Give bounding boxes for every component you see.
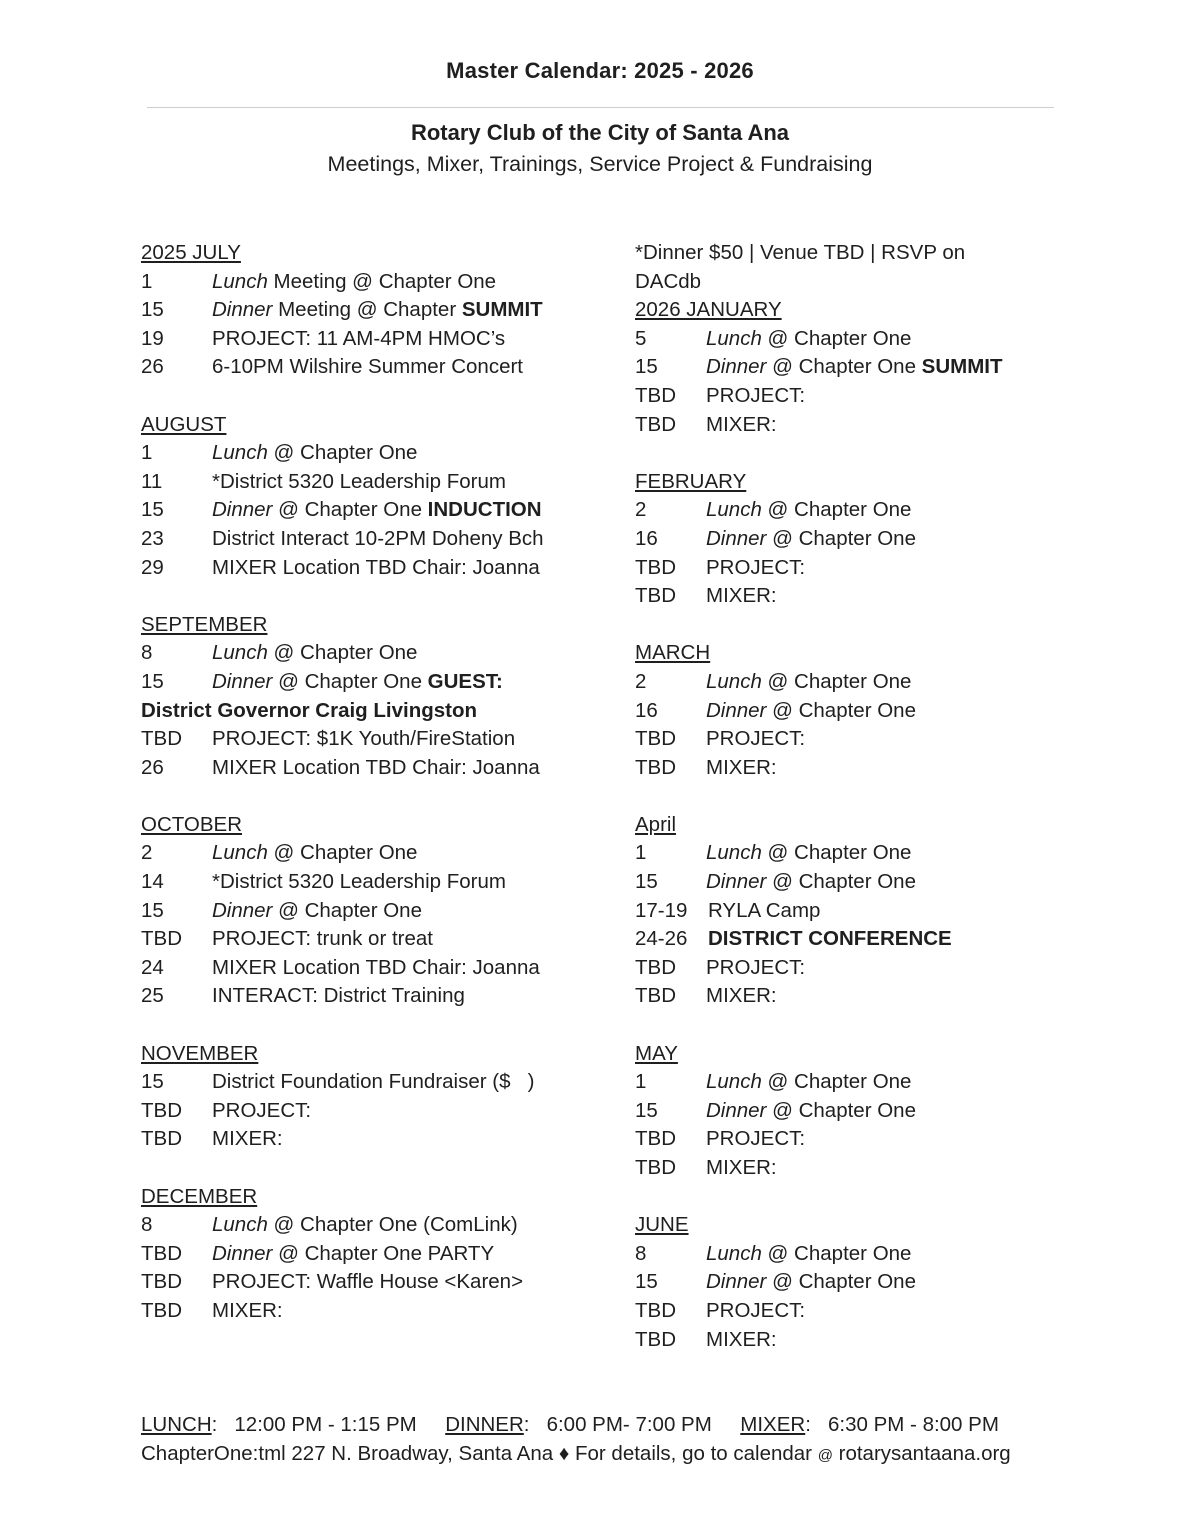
row-date: 16 — [635, 698, 658, 722]
month-heading-january: 2026 JANUARY — [635, 298, 782, 322]
dinner-time: : 6:00 PM- 7:00 PM — [523, 1413, 741, 1436]
row-highlight: DISTRICT CONFERENCE — [708, 927, 952, 951]
row-date: TBD — [635, 412, 676, 436]
row-date: 15 — [635, 870, 658, 894]
row-text: MIXER: — [212, 1127, 283, 1151]
calendar-row — [141, 1240, 611, 1269]
at-icon: @ — [817, 1447, 833, 1464]
row-text: @ Chapter One — [761, 498, 912, 522]
row-date: 15 — [635, 1098, 658, 1122]
calendar-row — [141, 1268, 611, 1297]
row-meal: Dinner — [706, 1098, 767, 1122]
calendar-row — [635, 982, 1085, 1011]
calendar-row — [141, 468, 611, 497]
row-date: 17-19 — [635, 898, 688, 922]
row-text: @ Chapter One — [761, 669, 912, 693]
right-column — [635, 239, 1085, 1354]
calendar-row — [635, 582, 1085, 611]
calendar-row — [635, 754, 1085, 783]
calendar-row — [635, 1068, 1085, 1097]
row-text: @ Chapter One PARTY — [272, 1241, 495, 1265]
row-text: @ Chapter One — [272, 669, 428, 693]
row-text: MIXER: — [706, 984, 777, 1008]
row-date: TBD — [635, 1327, 676, 1351]
row-meal: Lunch — [212, 841, 268, 865]
calendar-row — [141, 1068, 611, 1097]
row-text: District Foundation Fundraiser ($ ) — [212, 1070, 535, 1094]
month-heading-december: DECEMBER — [141, 1184, 258, 1208]
month-heading-april: April — [635, 812, 677, 836]
row-date: 1 — [635, 1070, 647, 1094]
row-date: 23 — [141, 526, 164, 550]
row-date: 24-26 — [635, 927, 688, 951]
row-text: @ Chapter One — [267, 841, 418, 865]
row-highlight: GUEST: — [427, 669, 503, 693]
calendar-row — [141, 296, 611, 325]
month-heading-may: MAY — [635, 1041, 678, 1065]
calendar-row — [141, 439, 611, 468]
row-text: District Interact 10-2PM Doheny Bch — [212, 526, 544, 550]
row-meal: Lunch — [706, 841, 762, 865]
row-meal: Lunch — [706, 498, 762, 522]
mixer-label: MIXER — [740, 1413, 806, 1436]
calendar-row — [141, 268, 611, 297]
row-text: PROJECT: $1K Youth/FireStation — [212, 727, 516, 751]
row-text: INTERACT: District Training — [212, 984, 465, 1008]
row-text: @ Chapter One — [761, 1070, 912, 1094]
row-date: 2 — [141, 841, 153, 865]
row-text: MIXER: — [706, 412, 777, 436]
calendar-row — [635, 325, 1085, 354]
row-text: MIXER Location TBD Chair: Joanna — [212, 555, 540, 579]
month-heading-february: FEBRUARY — [635, 469, 747, 493]
calendar-row — [635, 353, 1085, 382]
month-heading-july: 2025 JULY — [141, 241, 241, 264]
row-date: TBD — [635, 955, 676, 979]
calendar-row — [141, 897, 611, 926]
calendar-row — [141, 1297, 611, 1326]
row-text: @ Chapter One — [766, 1270, 916, 1294]
meeting-times — [141, 1411, 1101, 1439]
row-text: @ Chapter One — [766, 1098, 916, 1122]
row-date: 15 — [635, 355, 658, 379]
row-meal: Dinner — [706, 698, 767, 722]
spacer — [141, 1154, 611, 1183]
row-date: TBD — [635, 1298, 676, 1322]
row-text: @ Chapter One (ComLink) — [267, 1213, 518, 1237]
row-meal: Lunch — [706, 1070, 762, 1094]
row-date: 8 — [635, 1241, 647, 1265]
row-date: 15 — [635, 1270, 658, 1294]
row-date: 5 — [635, 326, 647, 350]
calendar-row — [141, 982, 611, 1011]
row-text: @ Chapter One — [761, 841, 912, 865]
website-link[interactable]: rotarysantaana.org — [832, 1442, 1011, 1465]
row-meal: Dinner — [212, 1241, 273, 1265]
row-text: @ Chapter One — [267, 641, 418, 665]
dinner-label: DINNER — [445, 1413, 524, 1436]
calendar-row — [635, 1268, 1085, 1297]
row-meal: Lunch — [212, 269, 268, 293]
row-date: 26 — [141, 355, 164, 379]
calendar-row — [635, 382, 1085, 411]
row-date: TBD — [141, 1270, 182, 1294]
row-meal: Lunch — [706, 1241, 762, 1265]
spacer — [635, 611, 1085, 640]
row-meal: Dinner — [706, 355, 767, 379]
row-text: PROJECT: Waffle House <Karen> — [212, 1270, 524, 1294]
row-text: PROJECT: — [706, 555, 806, 579]
row-text: PROJECT: trunk or treat — [212, 927, 434, 951]
month-heading-november: NOVEMBER — [141, 1041, 259, 1065]
row-text: MIXER Location TBD Chair: Joanna — [212, 755, 540, 779]
row-text: @ Chapter One — [766, 870, 916, 894]
row-date: 2 — [635, 498, 647, 522]
calendar-row — [141, 325, 611, 354]
spacer — [635, 1011, 1085, 1040]
row-meal: Dinner — [212, 498, 273, 522]
row-text: PROJECT: — [706, 383, 806, 407]
calendar-row — [635, 697, 1085, 726]
row-date: 15 — [141, 898, 164, 922]
calendar-row — [635, 1097, 1085, 1126]
calendar-row — [635, 1125, 1085, 1154]
row-text: @ Chapter One — [766, 355, 922, 379]
spacer — [635, 782, 1085, 811]
row-date: 24 — [141, 955, 164, 979]
calendar-row — [635, 496, 1085, 525]
spacer — [141, 1011, 611, 1040]
row-text: MIXER: — [706, 755, 777, 779]
row-text: @ Chapter One — [761, 326, 912, 350]
row-text: *District 5320 Leadership Forum — [212, 870, 506, 894]
row-date: TBD — [635, 755, 676, 779]
document-title: Master Calendar: 2025 - 2026 — [446, 58, 754, 83]
row-text: 6-10PM Wilshire Summer Concert — [212, 355, 523, 379]
lunch-label: LUNCH — [141, 1413, 212, 1436]
row-highlight: SUMMIT — [461, 298, 543, 322]
row-meal: Lunch — [706, 326, 762, 350]
calendar-row — [635, 1297, 1085, 1326]
row-text: PROJECT: 11 AM-4PM HMOC’s — [212, 326, 506, 350]
row-meal: Lunch — [212, 641, 268, 665]
row-date: 2 — [635, 669, 647, 693]
calendar-row — [635, 897, 1085, 926]
row-text: MIXER: — [706, 1156, 777, 1179]
dinner-note-cont: DACdb — [635, 269, 702, 293]
month-heading-september: SEPTEMBER — [141, 612, 268, 636]
row-date: 8 — [141, 641, 153, 665]
row-highlight: SUMMIT — [921, 355, 1003, 379]
row-text: @ Chapter One — [272, 498, 428, 522]
dinner-note: *Dinner $50 | Venue TBD | RSVP on — [635, 241, 966, 264]
month-heading-march: MARCH — [635, 641, 711, 665]
row-date: 1 — [635, 841, 647, 865]
row-date: TBD — [141, 727, 182, 751]
row-date: TBD — [141, 1298, 182, 1322]
spacer — [141, 582, 611, 611]
calendar-row — [635, 925, 1085, 954]
row-date: 16 — [635, 526, 658, 550]
calendar-row — [635, 1240, 1085, 1269]
calendar-row — [635, 839, 1085, 868]
row-text: @ Chapter One — [766, 698, 916, 722]
row-text: @ Chapter One — [766, 526, 916, 550]
calendar-row — [635, 411, 1085, 440]
calendar-row — [141, 525, 611, 554]
calendar-row — [141, 496, 611, 525]
row-text: PROJECT: — [706, 1127, 806, 1151]
row-date: TBD — [141, 1241, 182, 1265]
row-date: TBD — [141, 927, 182, 951]
row-date: 29 — [141, 555, 164, 579]
left-column — [141, 239, 611, 1326]
calendar-row — [141, 868, 611, 897]
guest-line: District Governor Craig Livingston — [141, 698, 478, 722]
mixer-time: : 6:30 PM - 8:00 PM — [805, 1413, 999, 1436]
month-heading-october: OCTOBER — [141, 812, 242, 836]
row-text: PROJECT: — [706, 727, 806, 751]
row-date: TBD — [141, 1098, 182, 1122]
calendar-row — [141, 954, 611, 983]
calendar-row — [141, 639, 611, 668]
row-date: 11 — [141, 469, 163, 493]
row-meal: Dinner — [212, 298, 273, 322]
row-date: 1 — [141, 269, 153, 293]
row-text: MIXER Location TBD Chair: Joanna — [212, 955, 540, 979]
row-text: MIXER: — [212, 1298, 283, 1322]
calendar-row — [635, 954, 1085, 983]
row-date: 15 — [141, 498, 164, 522]
spacer — [141, 382, 611, 411]
row-text: @ Chapter One — [761, 1241, 912, 1265]
row-highlight: INDUCTION — [427, 498, 542, 522]
row-date: TBD — [635, 555, 676, 579]
lunch-time: : 12:00 PM - 1:15 PM — [211, 1413, 446, 1436]
calendar-row — [635, 1326, 1085, 1355]
row-meal: Dinner — [212, 898, 273, 922]
club-subtitle: Meetings, Mixer, Trainings, Service Project & Fundraising — [327, 152, 873, 176]
row-text: PROJECT: — [212, 1098, 312, 1122]
month-heading-june: JUNE — [635, 1213, 689, 1237]
row-date: TBD — [141, 1127, 182, 1151]
row-date: TBD — [635, 984, 676, 1008]
calendar-row — [635, 554, 1085, 583]
calendar-row — [141, 1211, 611, 1240]
row-date: TBD — [635, 727, 676, 751]
row-meal: Dinner — [212, 669, 273, 693]
calendar-row — [635, 1154, 1085, 1183]
row-meal: Dinner — [706, 526, 767, 550]
title-divider — [147, 107, 1054, 108]
row-text: Meeting @ Chapter One — [267, 269, 497, 293]
row-date: 26 — [141, 755, 164, 779]
spacer — [635, 439, 1085, 468]
calendar-row — [635, 525, 1085, 554]
row-text: MIXER: — [706, 1327, 777, 1351]
row-date: TBD — [635, 1156, 676, 1179]
calendar-row — [141, 353, 611, 382]
row-date: 1 — [141, 441, 153, 465]
club-name: Rotary Club of the City of Santa Ana — [410, 120, 790, 145]
row-text: *District 5320 Leadership Forum — [212, 469, 506, 493]
row-text: @ Chapter One — [272, 898, 422, 922]
row-meal: Dinner — [706, 870, 767, 894]
row-text: PROJECT: — [706, 955, 806, 979]
calendar-row — [141, 1125, 611, 1154]
calendar-row — [141, 925, 611, 954]
row-date: TBD — [635, 1127, 676, 1151]
row-date: 15 — [141, 1070, 164, 1094]
row-date: 25 — [141, 984, 164, 1008]
row-text: RYLA Camp — [708, 898, 821, 922]
row-text: @ Chapter One — [267, 441, 418, 465]
row-date: 15 — [141, 298, 164, 322]
row-date: 14 — [141, 870, 164, 894]
row-date: 8 — [141, 1213, 153, 1237]
row-text: PROJECT: — [706, 1298, 806, 1322]
row-date: TBD — [635, 383, 676, 407]
row-meal: Lunch — [212, 441, 268, 465]
calendar-row — [635, 668, 1085, 697]
calendar-row — [141, 754, 611, 783]
row-text: Meeting @ Chapter — [272, 298, 462, 322]
spacer — [141, 782, 611, 811]
row-meal: Lunch — [706, 669, 762, 693]
row-meal: Lunch — [212, 1213, 268, 1237]
calendar-row — [635, 725, 1085, 754]
row-date: TBD — [635, 584, 676, 608]
calendar-row — [141, 1097, 611, 1126]
calendar-row — [141, 668, 611, 697]
row-date: 15 — [141, 669, 164, 693]
calendar-row — [141, 725, 611, 754]
row-meal: Dinner — [706, 1270, 767, 1294]
address-text: ChapterOne:tml 227 N. Broadway, Santa Ana ♦ For details, go to calendar — [141, 1442, 818, 1465]
row-text: MIXER: — [706, 584, 777, 608]
calendar-row — [635, 868, 1085, 897]
address-line — [141, 1440, 1101, 1470]
row-date: 19 — [141, 326, 164, 350]
spacer — [635, 1183, 1085, 1212]
calendar-row — [141, 839, 611, 868]
calendar-row — [141, 554, 611, 583]
month-heading-august: AUGUST — [141, 412, 227, 436]
